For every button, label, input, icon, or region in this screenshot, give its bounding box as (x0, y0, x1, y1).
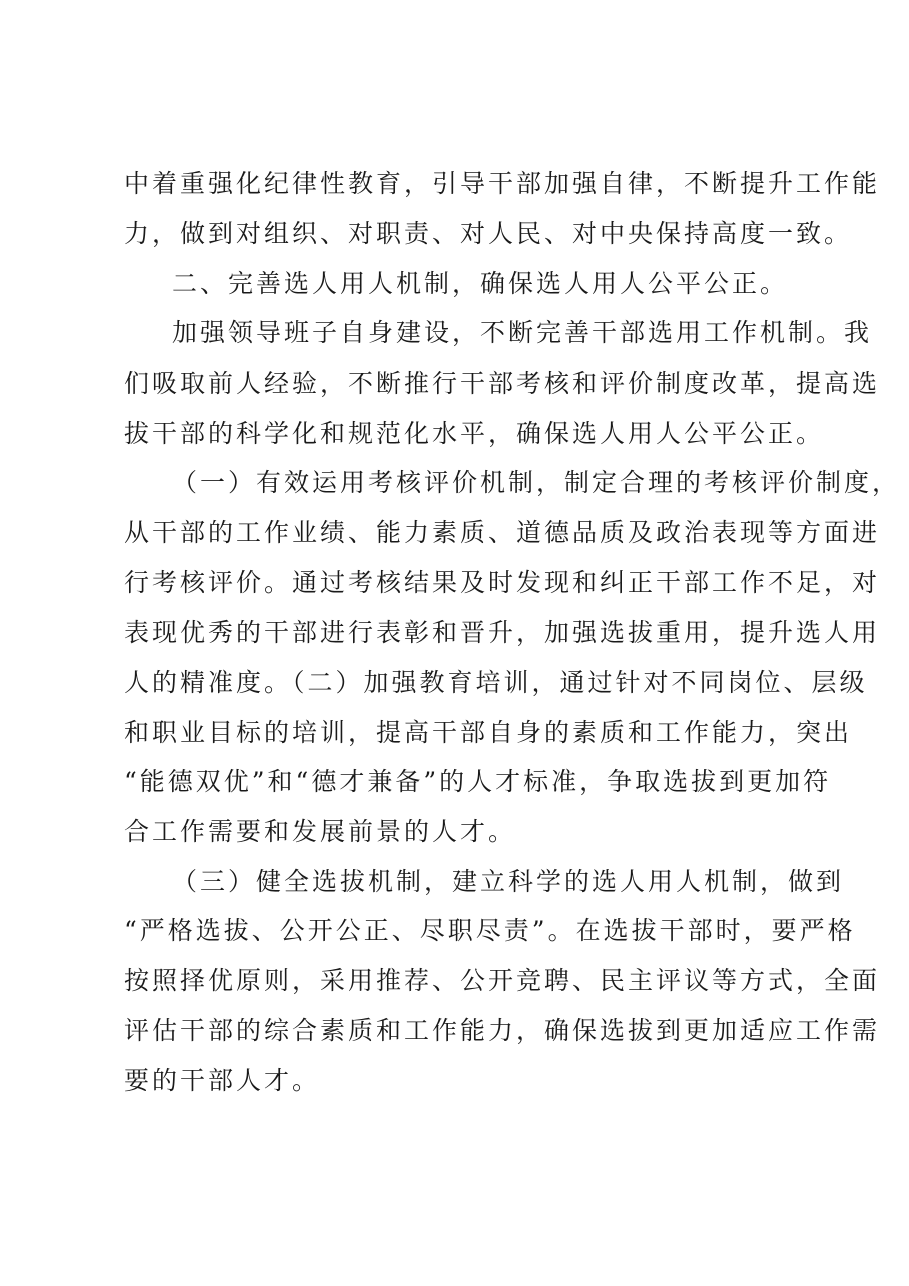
text-line-10: 表现优秀的干部进行表彰和晋升，加强选拔重用，提升选人用 (124, 618, 881, 647)
text-line-7: （一）有效运用考核评价机制，制定合理的考核评价制度， (172, 468, 901, 497)
text-line-17: 按照择优原则，采用推荐、公开竞聘、民主评议等方式，全面 (124, 966, 881, 995)
text-line-2: 力，做到对组织、对职责、对人民、对中央保持高度一致。 (124, 219, 853, 248)
text-line-9: 行考核评价。通过考核结果及时发现和纠正干部工作不足，对 (124, 568, 881, 597)
text-line-6: 拔干部的科学化和规范化水平，确保选人用人公平公正。 (124, 419, 825, 448)
section-heading: 二、完善选人用人机制，确保选人用人公平公正。 (172, 269, 789, 298)
text-line-15: （三）健全选拔机制，建立科学的选人用人机制，做到 (172, 867, 845, 896)
text-line-19: 要的干部人才。 (124, 1066, 321, 1095)
text-line-11: 人的精准度。（二）加强教育培训，通过针对不同岗位、层级 (124, 668, 868, 697)
text-line-4: 加强领导班子自身建设，不断完善干部选用工作机制。我 (172, 318, 873, 347)
text-line-16: “严格选拔、公开公正、尽职尽责”。在选拔干部时，要严格 (124, 916, 856, 945)
text-line-18: 评估干部的综合素质和工作能力，确保选拔到更加适应工作需 (124, 1016, 881, 1045)
text-line-13: “能德双优”和“德才兼备”的人才标准，争取选拔到更加符 (124, 767, 832, 796)
text-line-14: 合工作需要和发展前景的人才。 (124, 817, 517, 846)
text-line-8: 从干部的工作业绩、能力素质、道德品质及政治表现等方面进 (124, 518, 881, 547)
text-line-12: 和职业目标的培训，提高干部自身的素质和工作能力，突出 (124, 718, 853, 747)
text-line-1: 中着重强化纪律性教育，引导干部加强自律，不断提升工作能 (124, 169, 881, 198)
text-line-5: 们吸取前人经验，不断推行干部考核和评价制度改革，提高选 (124, 369, 881, 398)
